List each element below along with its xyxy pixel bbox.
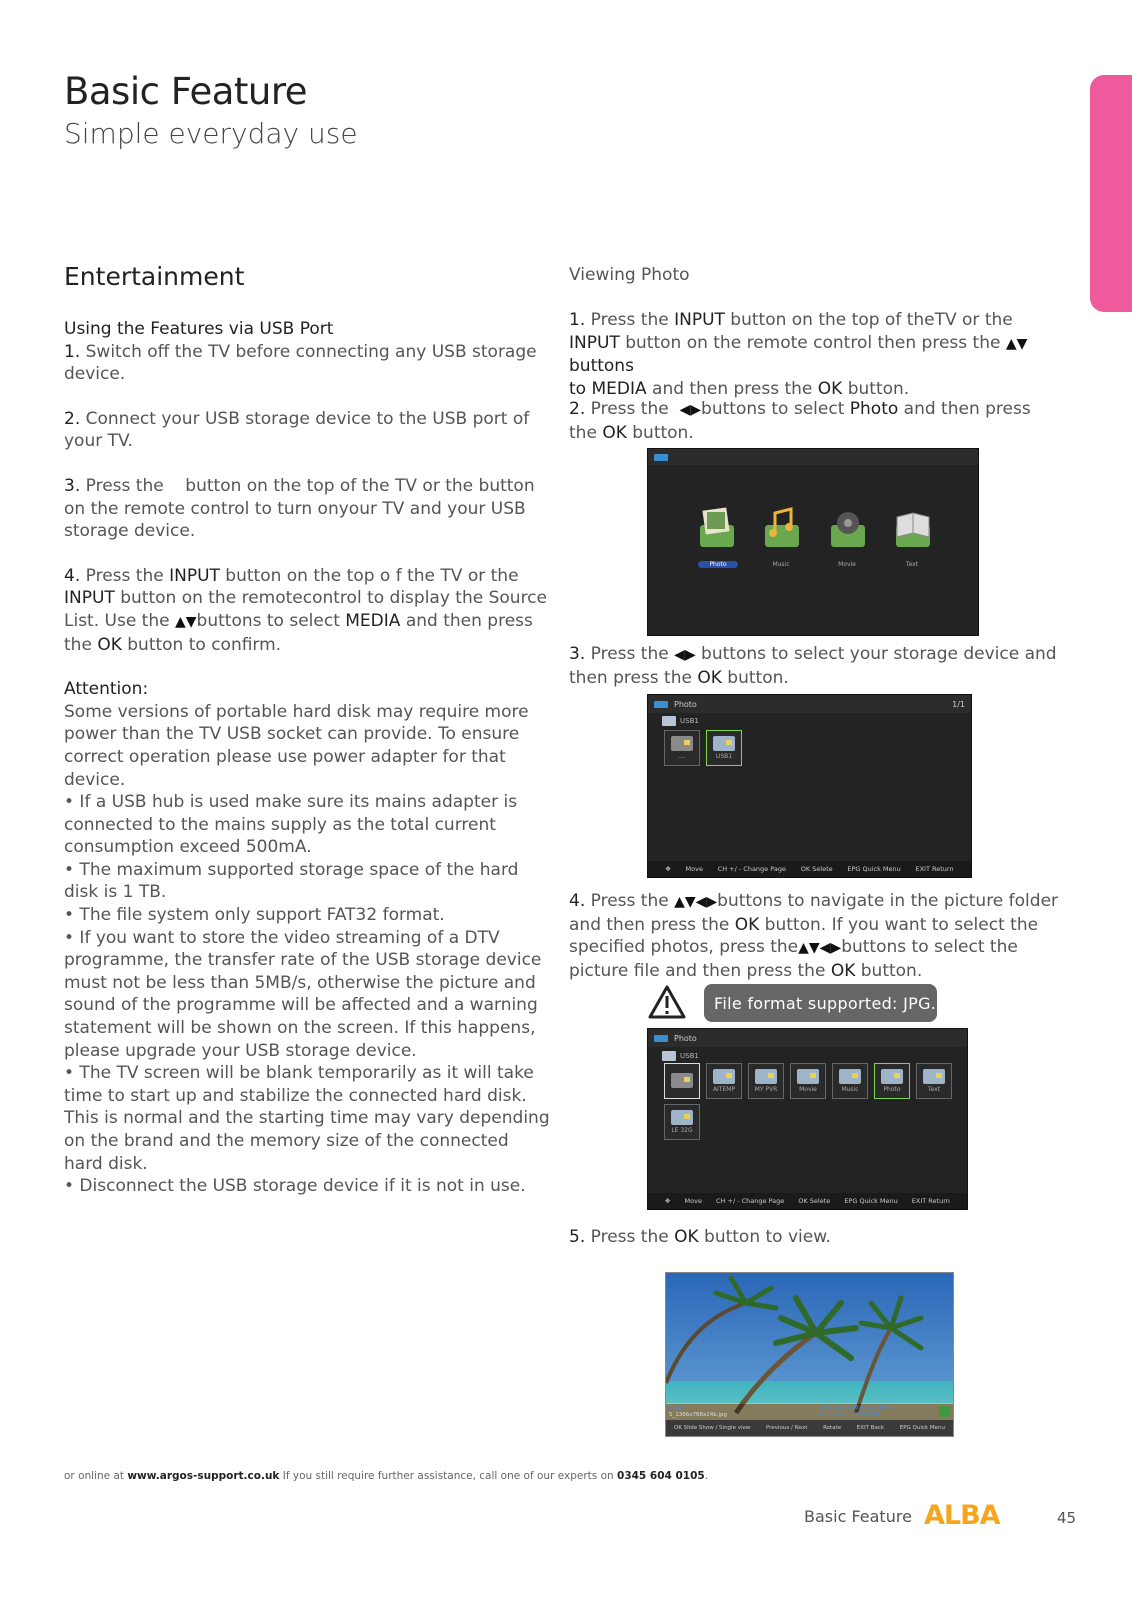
- tv-icon: [654, 701, 668, 708]
- step-3: 3. Press the button on the top of the TV or the button on the remote control to turn onyour TV and your USB storage device.: [64, 475, 541, 542]
- photo-step-5: 5. Press the OK button to view.: [569, 1227, 831, 1247]
- section-heading: Entertainment: [64, 262, 245, 291]
- menu-item-photo[interactable]: Photo: [698, 561, 738, 568]
- tv-icon: [654, 454, 668, 461]
- page-title: Basic Feature: [64, 70, 308, 113]
- move-icon: ✥: [665, 865, 671, 873]
- photo-filename: 5_1366x768x24b.jpg: [669, 1412, 728, 1418]
- viewer-help-bar: OK Slide Show / Single view Previous / Next Rotate EXIT Back EPG Quick Menu: [666, 1420, 953, 1436]
- current-folder: USB1: [680, 717, 699, 725]
- device-select-screenshot: [647, 694, 972, 878]
- back-folder-tile[interactable]: [664, 1063, 700, 1099]
- current-folder: USB1: [680, 1052, 699, 1060]
- usb-heading: Using the Features via USB Port: [64, 319, 334, 339]
- footer-section-label: Basic Feature: [804, 1507, 912, 1526]
- repeat-icon: [939, 1406, 950, 1417]
- svg-text:ALBA: ALBA: [924, 1500, 1000, 1528]
- info-strip: [666, 1404, 953, 1420]
- support-note: or online at www.argos-support.co.uk If you still require further assistance, call one of our experts on 0345 604 0105.: [64, 1470, 709, 1482]
- photo-step-2: 2. Press the ◀▶buttons to select Photo and then press the OK button.: [569, 399, 1031, 443]
- move-icon: ✥: [665, 1197, 671, 1205]
- alba-logo: [924, 1500, 1014, 1528]
- step-2: 2. Connect your USB storage device to the USB port of your TV.: [64, 408, 530, 452]
- folder-tile[interactable]: LE 32G: [664, 1104, 700, 1140]
- menu-item-movie[interactable]: Movie: [838, 561, 856, 568]
- bullet: • If you want to store the video streaming of a DTV programme, the transfer rate of the USB storage device must not be less than 5MB/s, otherwise the picture and sound of the programme will be affected and a warning statement will be shown on the screen. If this happens, please upgrade your USB storage device.: [64, 927, 542, 1061]
- warning-icon: [647, 984, 687, 1020]
- folder-tile[interactable]: Movie: [790, 1063, 826, 1099]
- movie-icon: [829, 507, 867, 549]
- bullet: • The maximum supported storage space of the hard disk is 1 TB.: [64, 859, 519, 903]
- step-4: 4. Press the INPUT button on the top o f the TV or the INPUT button on the remotecontrol to display the Source List. Use the ▲▼buttons to select MEDIA and then press the OK button to confirm.: [64, 565, 547, 655]
- text-icon: [894, 507, 932, 549]
- tv-icon: [654, 1035, 668, 1042]
- page-subtitle: Simple everyday use: [64, 117, 358, 150]
- photo-counter: 1/12: [669, 1405, 682, 1411]
- folder-tile-photo[interactable]: Photo: [874, 1063, 910, 1099]
- page-indicator: 1/1: [952, 699, 965, 709]
- photo-date: Date: 2003-05-11 20:28:40: [819, 1405, 895, 1411]
- bullet: • The TV screen will be blank temporarily as it will take time to start up and stabilize the connected hard disk. This is normal and the starting time may vary depending on the brand and the memory size of the connected hard disk.: [64, 1063, 550, 1174]
- menu-item-music[interactable]: Music: [772, 561, 790, 568]
- bullet: • The file system only support FAT32 format.: [64, 905, 445, 926]
- bullet: • If a USB hub is used make sure its mains adapter is connected to the mains supply as the total current consumption exceed 500mA.: [64, 792, 518, 858]
- support-link[interactable]: www.argos-support.co.uk: [127, 1470, 280, 1482]
- right-heading: Viewing Photo: [569, 265, 690, 285]
- photo-step-1: 1. Press the INPUT button on the top of theTV or the INPUT button on the remote control then press the ▲▼ buttons to MEDIA and then press the OK button.: [569, 310, 1028, 399]
- help-bar: ✥ Move CH +/ - Change Page OK Selete EPG Quick Menu EXIT Return: [648, 861, 971, 877]
- attention-text: Some versions of portable hard disk may require more power than the TV USB socket can provide. To ensure correct operation please use power adapter for that device.: [64, 701, 529, 790]
- folder-icon: [662, 1051, 676, 1061]
- photo-viewer-screenshot: [665, 1272, 954, 1437]
- folder-browse-screenshot: [647, 1028, 968, 1210]
- step-1: 1. Switch off the TV before connecting any USB storage device.: [64, 341, 537, 385]
- page-number: 45: [1057, 1509, 1077, 1527]
- photo-step-4: 4. Press the ▲▼◀▶buttons to navigate in the picture folder and then press the OK button. If you want to select the specified photos, press the▲▼◀▶buttons to select the picture file and then press the OK button.: [569, 891, 1059, 981]
- folder-tile[interactable]: Music: [832, 1063, 868, 1099]
- folder-icon: [662, 716, 676, 726]
- back-folder-tile[interactable]: ....: [664, 730, 700, 766]
- support-phone: 0345 604 0105: [617, 1470, 705, 1482]
- screen-title: Photo: [674, 699, 697, 709]
- media-menu-screenshot: [647, 448, 979, 636]
- file-format-note: File format supported: JPG.: [704, 984, 937, 1022]
- usb-folder-tile[interactable]: USB1: [706, 730, 742, 766]
- photo-icon: [698, 507, 736, 549]
- bullet: • Disconnect the USB storage device if it is not in use.: [64, 1176, 526, 1197]
- folder-tile[interactable]: MY PVR: [748, 1063, 784, 1099]
- folder-tile[interactable]: AITEMP: [706, 1063, 742, 1099]
- menu-item-text[interactable]: Text: [905, 561, 919, 568]
- music-icon: [763, 507, 801, 549]
- photo-step-3: 3. Press the ◀▶ buttons to select your storage device and then press the OK button.: [569, 644, 1057, 688]
- left-column: [64, 318, 552, 1198]
- folder-tile[interactable]: Text: [916, 1063, 952, 1099]
- photo-resolution: Resolution: 1366x768: [819, 1412, 880, 1418]
- attention-heading: Attention:: [64, 679, 149, 700]
- screen-title: Photo: [674, 1033, 697, 1043]
- help-bar: ✥ Move CH +/ - Change Page OK Selete EPG Quick Menu EXIT Return: [648, 1193, 967, 1209]
- section-tab: [1090, 75, 1132, 312]
